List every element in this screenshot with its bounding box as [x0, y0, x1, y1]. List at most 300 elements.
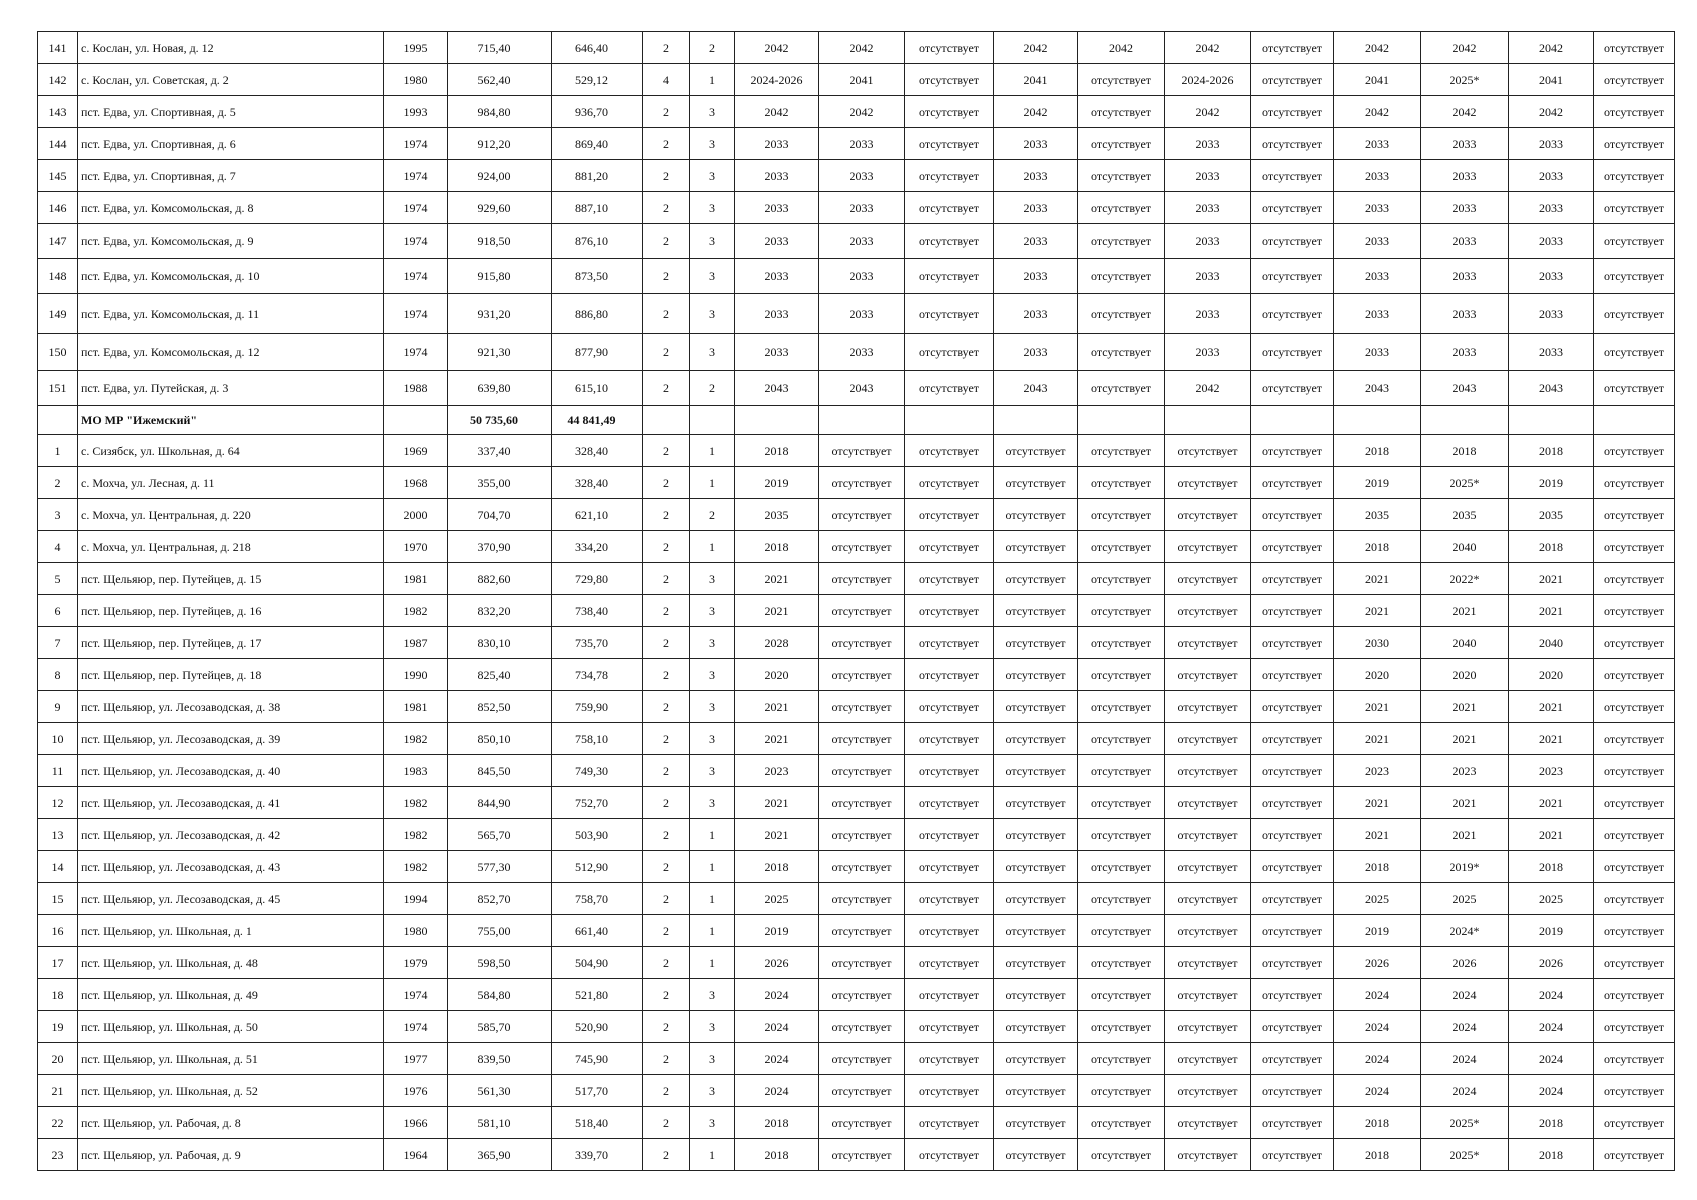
- cell-floors: 2: [643, 435, 690, 467]
- cell-foundation-repair: [905, 406, 994, 435]
- cell-floors: 2: [643, 1075, 690, 1107]
- cell-elevator-repair: отсутствует: [1594, 659, 1675, 691]
- cell-elevator-repair: отсутствует: [1594, 467, 1675, 499]
- cell-basement-repair: 2033: [994, 192, 1078, 224]
- table-body: [38, 32, 1675, 1171]
- cell-entrances: 3: [690, 595, 735, 627]
- cell-gas-repair: отсутствует: [1251, 1139, 1334, 1171]
- cell-facade-repair: отсутствует: [819, 435, 905, 467]
- table-row: [38, 531, 1675, 563]
- cell-roof-repair: 2024: [735, 1011, 819, 1043]
- cell-row-number: 142: [38, 64, 78, 96]
- cell-living-area: 646,40: [552, 32, 643, 64]
- cell-row-number: 4: [38, 531, 78, 563]
- cell-basement-repair: 2042: [994, 96, 1078, 128]
- cell-hot-water-repair: 2033: [1421, 259, 1509, 294]
- cell-electric-repair: отсутствует: [1078, 96, 1165, 128]
- cell-cold-water-repair: 2021: [1334, 595, 1421, 627]
- cell-address: пст. Едва, ул. Комсомольская, д. 9: [78, 224, 384, 259]
- cell-elevator-repair: отсутствует: [1594, 224, 1675, 259]
- cell-electric-repair: отсутствует: [1078, 819, 1165, 851]
- cell-living-area: 735,70: [552, 627, 643, 659]
- cell-living-area: 886,80: [552, 294, 643, 334]
- cell-electric-repair: отсутствует: [1078, 128, 1165, 160]
- cell-elevator-repair: отсутствует: [1594, 96, 1675, 128]
- cell-heating-repair: отсутствует: [1165, 947, 1251, 979]
- cell-entrances: 3: [690, 723, 735, 755]
- cell-hot-water-repair: 2025*: [1421, 1107, 1509, 1139]
- cell-living-area: 328,40: [552, 467, 643, 499]
- cell-roof-repair: 2018: [735, 531, 819, 563]
- cell-elevator-repair: отсутствует: [1594, 819, 1675, 851]
- cell-roof-repair: 2042: [735, 96, 819, 128]
- cell-total-area: 565,70: [448, 819, 552, 851]
- cell-roof-repair: 2024: [735, 1075, 819, 1107]
- cell-hot-water-repair: 2023: [1421, 755, 1509, 787]
- cell-electric-repair: отсутствует: [1078, 1011, 1165, 1043]
- cell-build-year: 1980: [384, 915, 448, 947]
- cell-roof-repair: 2019: [735, 915, 819, 947]
- cell-basement-repair: отсутствует: [994, 915, 1078, 947]
- cell-hot-water-repair: 2018: [1421, 435, 1509, 467]
- cell-electric-repair: отсутствует: [1078, 1107, 1165, 1139]
- cell-living-area: 661,40: [552, 915, 643, 947]
- cell-address: пст. Щельяюр, ул. Лесозаводская, д. 42: [78, 819, 384, 851]
- cell-cold-water-repair: 2026: [1334, 947, 1421, 979]
- cell-elevator-repair: отсутствует: [1594, 851, 1675, 883]
- cell-build-year: 1976: [384, 1075, 448, 1107]
- cell-gas-repair: отсутствует: [1251, 563, 1334, 595]
- cell-entrances: 1: [690, 947, 735, 979]
- cell-hot-water-repair: 2040: [1421, 627, 1509, 659]
- cell-gas-repair: отсутствует: [1251, 334, 1334, 371]
- table-row: [38, 595, 1675, 627]
- cell-total-area: 852,70: [448, 883, 552, 915]
- cell-heating-repair: отсутствует: [1165, 819, 1251, 851]
- cell-sewer-repair: 2024: [1509, 1011, 1594, 1043]
- table-row: [38, 691, 1675, 723]
- cell-roof-repair: 2024: [735, 1043, 819, 1075]
- cell-hot-water-repair: 2021: [1421, 691, 1509, 723]
- cell-gas-repair: отсутствует: [1251, 883, 1334, 915]
- cell-hot-water-repair: 2021: [1421, 723, 1509, 755]
- cell-heating-repair: отсутствует: [1165, 627, 1251, 659]
- cell-row-number: 149: [38, 294, 78, 334]
- cell-facade-repair: отсутствует: [819, 1075, 905, 1107]
- cell-basement-repair: отсутствует: [994, 435, 1078, 467]
- cell-row-number: 1: [38, 435, 78, 467]
- cell-electric-repair: отсутствует: [1078, 224, 1165, 259]
- cell-facade-repair: отсутствует: [819, 1043, 905, 1075]
- cell-sewer-repair: 2033: [1509, 294, 1594, 334]
- cell-row-number: 20: [38, 1043, 78, 1075]
- cell-foundation-repair: отсутствует: [905, 787, 994, 819]
- cell-heating-repair: отсутствует: [1165, 851, 1251, 883]
- cell-basement-repair: 2033: [994, 294, 1078, 334]
- cell-row-number: 16: [38, 915, 78, 947]
- cell-electric-repair: [1078, 406, 1165, 435]
- cell-cold-water-repair: 2025: [1334, 883, 1421, 915]
- cell-facade-repair: отсутствует: [819, 979, 905, 1011]
- cell-floors: 2: [643, 659, 690, 691]
- cell-entrances: 3: [690, 659, 735, 691]
- table-row: [38, 435, 1675, 467]
- cell-sewer-repair: 2018: [1509, 851, 1594, 883]
- cell-sewer-repair: 2021: [1509, 819, 1594, 851]
- cell-row-number: 19: [38, 1011, 78, 1043]
- cell-total-area: 639,80: [448, 371, 552, 406]
- cell-basement-repair: отсутствует: [994, 659, 1078, 691]
- cell-living-area: 504,90: [552, 947, 643, 979]
- cell-address: пст. Едва, ул. Комсомольская, д. 10: [78, 259, 384, 294]
- cell-heating-repair: отсутствует: [1165, 915, 1251, 947]
- cell-electric-repair: отсутствует: [1078, 851, 1165, 883]
- cell-elevator-repair: отсутствует: [1594, 128, 1675, 160]
- cell-basement-repair: отсутствует: [994, 755, 1078, 787]
- cell-electric-repair: отсутствует: [1078, 371, 1165, 406]
- cell-entrances: 1: [690, 851, 735, 883]
- cell-cold-water-repair: 2033: [1334, 259, 1421, 294]
- cell-floors: 2: [643, 1107, 690, 1139]
- cell-gas-repair: отсутствует: [1251, 160, 1334, 192]
- cell-basement-repair: отсутствует: [994, 1139, 1078, 1171]
- cell-roof-repair: 2020: [735, 659, 819, 691]
- cell-sewer-repair: 2033: [1509, 160, 1594, 192]
- cell-roof-repair: 2035: [735, 499, 819, 531]
- cell-address: с. Кослан, ул. Советская, д. 2: [78, 64, 384, 96]
- table-row: [38, 1139, 1675, 1171]
- cell-elevator-repair: [1594, 406, 1675, 435]
- cell-sewer-repair: 2020: [1509, 659, 1594, 691]
- cell-row-number: 143: [38, 96, 78, 128]
- cell-elevator-repair: отсутствует: [1594, 64, 1675, 96]
- cell-sewer-repair: [1509, 406, 1594, 435]
- cell-foundation-repair: отсутствует: [905, 371, 994, 406]
- cell-entrances: 3: [690, 259, 735, 294]
- cell-heating-repair: отсутствует: [1165, 1139, 1251, 1171]
- cell-facade-repair: отсутствует: [819, 851, 905, 883]
- cell-hot-water-repair: 2025: [1421, 883, 1509, 915]
- cell-basement-repair: отсутствует: [994, 1043, 1078, 1075]
- cell-build-year: 1987: [384, 627, 448, 659]
- cell-roof-repair: 2033: [735, 259, 819, 294]
- cell-living-area: 517,70: [552, 1075, 643, 1107]
- cell-living-area: 758,70: [552, 883, 643, 915]
- cell-row-number: 145: [38, 160, 78, 192]
- cell-cold-water-repair: 2043: [1334, 371, 1421, 406]
- cell-living-area: 621,10: [552, 499, 643, 531]
- cell-elevator-repair: отсутствует: [1594, 32, 1675, 64]
- cell-electric-repair: отсутствует: [1078, 595, 1165, 627]
- table-row: [38, 224, 1675, 259]
- cell-address: пст. Щельяюр, ул. Лесозаводская, д. 43: [78, 851, 384, 883]
- table-row: [38, 32, 1675, 64]
- cell-facade-repair: 2043: [819, 371, 905, 406]
- cell-build-year: 1969: [384, 435, 448, 467]
- cell-elevator-repair: отсутствует: [1594, 1075, 1675, 1107]
- cell-hot-water-repair: 2024: [1421, 1075, 1509, 1107]
- cell-hot-water-repair: 2024: [1421, 1011, 1509, 1043]
- cell-build-year: 1980: [384, 64, 448, 96]
- cell-cold-water-repair: [1334, 406, 1421, 435]
- cell-facade-repair: 2033: [819, 224, 905, 259]
- cell-facade-repair: отсутствует: [819, 659, 905, 691]
- cell-facade-repair: отсутствует: [819, 499, 905, 531]
- cell-elevator-repair: отсутствует: [1594, 787, 1675, 819]
- cell-entrances: 1: [690, 915, 735, 947]
- cell-cold-water-repair: 2024: [1334, 1043, 1421, 1075]
- cell-facade-repair: отсутствует: [819, 627, 905, 659]
- cell-total-area: 562,40: [448, 64, 552, 96]
- cell-row-number: 146: [38, 192, 78, 224]
- cell-cold-water-repair: 2021: [1334, 563, 1421, 595]
- cell-entrances: 3: [690, 192, 735, 224]
- cell-electric-repair: отсутствует: [1078, 947, 1165, 979]
- cell-build-year: 1974: [384, 128, 448, 160]
- cell-entrances: 1: [690, 435, 735, 467]
- cell-heating-repair: 2042: [1165, 96, 1251, 128]
- cell-floors: 2: [643, 294, 690, 334]
- cell-basement-repair: отсутствует: [994, 595, 1078, 627]
- cell-cold-water-repair: 2035: [1334, 499, 1421, 531]
- cell-row-number: 2: [38, 467, 78, 499]
- cell-living-area: 752,70: [552, 787, 643, 819]
- cell-gas-repair: отсутствует: [1251, 192, 1334, 224]
- cell-cold-water-repair: 2023: [1334, 755, 1421, 787]
- cell-total-area: 598,50: [448, 947, 552, 979]
- table-row: [38, 851, 1675, 883]
- cell-hot-water-repair: 2042: [1421, 32, 1509, 64]
- table-row: [38, 1075, 1675, 1107]
- cell-floors: 2: [643, 334, 690, 371]
- cell-sewer-repair: 2033: [1509, 259, 1594, 294]
- cell-foundation-repair: отсутствует: [905, 979, 994, 1011]
- cell-foundation-repair: отсутствует: [905, 627, 994, 659]
- cell-build-year: 1964: [384, 1139, 448, 1171]
- cell-entrances: 3: [690, 128, 735, 160]
- cell-row-number: 6: [38, 595, 78, 627]
- cell-heating-repair: отсутствует: [1165, 659, 1251, 691]
- cell-gas-repair: [1251, 406, 1334, 435]
- cell-build-year: 1966: [384, 1107, 448, 1139]
- cell-build-year: 1974: [384, 160, 448, 192]
- cell-basement-repair: 2033: [994, 224, 1078, 259]
- cell-floors: 2: [643, 1043, 690, 1075]
- cell-living-area: 758,10: [552, 723, 643, 755]
- cell-elevator-repair: отсутствует: [1594, 435, 1675, 467]
- cell-build-year: 1974: [384, 224, 448, 259]
- cell-address: пст. Щельяюр, ул. Лесозаводская, д. 40: [78, 755, 384, 787]
- table-row: [38, 192, 1675, 224]
- cell-heating-repair: отсутствует: [1165, 499, 1251, 531]
- cell-foundation-repair: отсутствует: [905, 96, 994, 128]
- cell-facade-repair: 2033: [819, 160, 905, 192]
- cell-living-area: 729,80: [552, 563, 643, 595]
- cell-build-year: [384, 406, 448, 435]
- cell-basement-repair: отсутствует: [994, 883, 1078, 915]
- cell-electric-repair: отсутствует: [1078, 531, 1165, 563]
- cell-row-number: 22: [38, 1107, 78, 1139]
- cell-total-area: 370,90: [448, 531, 552, 563]
- cell-row-number: 9: [38, 691, 78, 723]
- cell-sewer-repair: 2035: [1509, 499, 1594, 531]
- cell-gas-repair: отсутствует: [1251, 851, 1334, 883]
- cell-roof-repair: 2033: [735, 294, 819, 334]
- cell-facade-repair: отсутствует: [819, 563, 905, 595]
- cell-heating-repair: 2033: [1165, 160, 1251, 192]
- cell-build-year: 1995: [384, 32, 448, 64]
- cell-elevator-repair: отсутствует: [1594, 294, 1675, 334]
- cell-heating-repair: 2033: [1165, 259, 1251, 294]
- cell-total-area: 929,60: [448, 192, 552, 224]
- cell-build-year: 1982: [384, 595, 448, 627]
- cell-elevator-repair: отсутствует: [1594, 915, 1675, 947]
- cell-address: пст. Едва, ул. Путейская, д. 3: [78, 371, 384, 406]
- cell-basement-repair: отсутствует: [994, 787, 1078, 819]
- cell-basement-repair: 2033: [994, 259, 1078, 294]
- cell-total-area: 882,60: [448, 563, 552, 595]
- cell-heating-repair: отсутствует: [1165, 467, 1251, 499]
- cell-foundation-repair: отсутствует: [905, 723, 994, 755]
- cell-gas-repair: отсутствует: [1251, 1011, 1334, 1043]
- cell-entrances: 1: [690, 531, 735, 563]
- cell-entrances: 3: [690, 294, 735, 334]
- cell-electric-repair: отсутствует: [1078, 64, 1165, 96]
- cell-facade-repair: отсутствует: [819, 915, 905, 947]
- table-row: [38, 915, 1675, 947]
- cell-elevator-repair: отсутствует: [1594, 531, 1675, 563]
- cell-facade-repair: отсутствует: [819, 531, 905, 563]
- cell-cold-water-repair: 2021: [1334, 723, 1421, 755]
- cell-hot-water-repair: 2042: [1421, 96, 1509, 128]
- cell-floors: 2: [643, 883, 690, 915]
- cell-electric-repair: отсутствует: [1078, 979, 1165, 1011]
- cell-entrances: 3: [690, 334, 735, 371]
- cell-heating-repair: отсутствует: [1165, 1011, 1251, 1043]
- cell-electric-repair: отсутствует: [1078, 499, 1165, 531]
- cell-gas-repair: отсутствует: [1251, 96, 1334, 128]
- cell-sewer-repair: 2025: [1509, 883, 1594, 915]
- cell-roof-repair: 2024: [735, 979, 819, 1011]
- cell-elevator-repair: отсутствует: [1594, 691, 1675, 723]
- cell-total-area: 581,10: [448, 1107, 552, 1139]
- cell-entrances: 2: [690, 371, 735, 406]
- cell-roof-repair: 2033: [735, 224, 819, 259]
- cell-living-area: 44 841,49: [552, 406, 643, 435]
- cell-floors: 2: [643, 979, 690, 1011]
- cell-roof-repair: 2021: [735, 595, 819, 627]
- cell-sewer-repair: 2019: [1509, 467, 1594, 499]
- cell-hot-water-repair: 2033: [1421, 160, 1509, 192]
- cell-basement-repair: отсутствует: [994, 563, 1078, 595]
- cell-facade-repair: отсутствует: [819, 1107, 905, 1139]
- cell-address: с. Сизябск, ул. Школьная, д. 64: [78, 435, 384, 467]
- cell-row-number: 23: [38, 1139, 78, 1171]
- cell-foundation-repair: отсутствует: [905, 64, 994, 96]
- cell-heating-repair: отсутствует: [1165, 691, 1251, 723]
- cell-roof-repair: 2033: [735, 160, 819, 192]
- cell-foundation-repair: отсутствует: [905, 32, 994, 64]
- cell-total-area: 915,80: [448, 259, 552, 294]
- cell-entrances: 3: [690, 224, 735, 259]
- cell-heating-repair: отсутствует: [1165, 723, 1251, 755]
- cell-foundation-repair: отсутствует: [905, 1011, 994, 1043]
- cell-facade-repair: 2033: [819, 294, 905, 334]
- cell-address: пст. Щельяюр, пер. Путейцев, д. 15: [78, 563, 384, 595]
- cell-facade-repair: 2042: [819, 32, 905, 64]
- cell-entrances: 2: [690, 499, 735, 531]
- table-row: [38, 755, 1675, 787]
- cell-electric-repair: отсутствует: [1078, 787, 1165, 819]
- cell-living-area: 749,30: [552, 755, 643, 787]
- cell-cold-water-repair: 2024: [1334, 979, 1421, 1011]
- cell-address: пст. Щельяюр, ул. Школьная, д. 1: [78, 915, 384, 947]
- cell-electric-repair: отсутствует: [1078, 723, 1165, 755]
- cell-facade-repair: отсутствует: [819, 755, 905, 787]
- table-row: [38, 64, 1675, 96]
- cell-hot-water-repair: 2033: [1421, 294, 1509, 334]
- cell-elevator-repair: отсутствует: [1594, 334, 1675, 371]
- cell-entrances: 3: [690, 1075, 735, 1107]
- cell-row-number: 150: [38, 334, 78, 371]
- cell-living-area: 877,90: [552, 334, 643, 371]
- cell-row-number: 21: [38, 1075, 78, 1107]
- cell-total-area: 918,50: [448, 224, 552, 259]
- cell-floors: 2: [643, 851, 690, 883]
- cell-basement-repair: [994, 406, 1078, 435]
- cell-gas-repair: отсутствует: [1251, 659, 1334, 691]
- cell-total-area: 704,70: [448, 499, 552, 531]
- cell-electric-repair: отсутствует: [1078, 915, 1165, 947]
- cell-hot-water-repair: 2021: [1421, 595, 1509, 627]
- cell-row-number: 17: [38, 947, 78, 979]
- cell-build-year: 1970: [384, 531, 448, 563]
- cell-sewer-repair: 2033: [1509, 192, 1594, 224]
- cell-living-area: 876,10: [552, 224, 643, 259]
- cell-elevator-repair: отсутствует: [1594, 627, 1675, 659]
- cell-sewer-repair: 2019: [1509, 915, 1594, 947]
- cell-total-area: 577,30: [448, 851, 552, 883]
- cell-sewer-repair: 2033: [1509, 224, 1594, 259]
- cell-gas-repair: отсутствует: [1251, 915, 1334, 947]
- cell-electric-repair: 2042: [1078, 32, 1165, 64]
- cell-cold-water-repair: 2024: [1334, 1011, 1421, 1043]
- cell-foundation-repair: отсутствует: [905, 224, 994, 259]
- cell-foundation-repair: отсутствует: [905, 851, 994, 883]
- cell-facade-repair: отсутствует: [819, 723, 905, 755]
- cell-gas-repair: отсутствует: [1251, 1043, 1334, 1075]
- cell-roof-repair: 2021: [735, 691, 819, 723]
- cell-electric-repair: отсутствует: [1078, 467, 1165, 499]
- cell-facade-repair: отсутствует: [819, 947, 905, 979]
- cell-address: пст. Щельяюр, ул. Рабочая, д. 9: [78, 1139, 384, 1171]
- cell-cold-water-repair: 2033: [1334, 192, 1421, 224]
- cell-electric-repair: отсутствует: [1078, 691, 1165, 723]
- cell-gas-repair: отсутствует: [1251, 467, 1334, 499]
- cell-total-area: 337,40: [448, 435, 552, 467]
- cell-elevator-repair: отсутствует: [1594, 499, 1675, 531]
- table-row: [38, 499, 1675, 531]
- cell-gas-repair: отсутствует: [1251, 691, 1334, 723]
- cell-elevator-repair: отсутствует: [1594, 192, 1675, 224]
- cell-floors: 2: [643, 755, 690, 787]
- cell-total-area: 844,90: [448, 787, 552, 819]
- cell-entrances: 3: [690, 755, 735, 787]
- table-row: [38, 627, 1675, 659]
- cell-row-number: 18: [38, 979, 78, 1011]
- cell-basement-repair: 2033: [994, 128, 1078, 160]
- cell-gas-repair: отсутствует: [1251, 224, 1334, 259]
